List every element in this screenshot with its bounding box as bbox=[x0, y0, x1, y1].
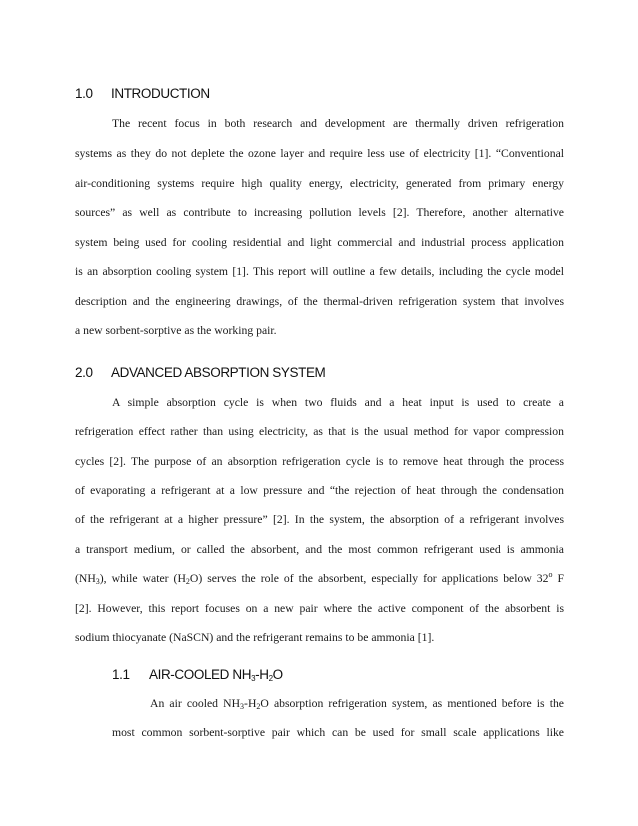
paragraph-line: [2]. However, this report focuses on a new pair where the active component of the absorbent is bbox=[75, 602, 564, 615]
section-number: 2.0 bbox=[75, 365, 93, 380]
text-run: An air cooled NH bbox=[150, 697, 241, 710]
paragraph-line: of evaporating a refrigerant at a low pressure and “the rejection of heat through the condensation bbox=[75, 484, 564, 497]
paragraph-line: systems as they do not deplete the ozone layer and require less use of electricity [1]. “Conventional bbox=[75, 147, 564, 160]
subscript: 2 bbox=[256, 702, 261, 711]
paragraph-line: system being used for cooling residential and light commercial and industrial process application bbox=[75, 236, 564, 249]
paragraph-line: sodium thiocyanate (NaSCN) and the refrigerant remains to be ammonia [1]. bbox=[75, 631, 435, 644]
text-run: O absorption refrigeration system, as mentioned before is the bbox=[260, 697, 564, 710]
subscript: 3 bbox=[251, 674, 256, 683]
superscript: o bbox=[548, 570, 553, 579]
paragraph-line: a transport medium, or called the absorbent, and the most common refrigerant used is ammonia bbox=[75, 543, 564, 556]
subscript: 3 bbox=[95, 577, 100, 586]
subscript: 2 bbox=[185, 577, 190, 586]
subscript: 2 bbox=[268, 674, 273, 683]
paragraph-line: a new sorbent-sorptive as the working pair. bbox=[75, 324, 277, 337]
section-title bbox=[149, 667, 283, 682]
text-run: F bbox=[552, 572, 564, 585]
text-run: ), while water (H bbox=[99, 572, 186, 585]
paragraph-line bbox=[75, 572, 564, 586]
section-number: 1.1 bbox=[112, 667, 130, 682]
section-title: ADVANCED ABSORPTION SYSTEM bbox=[111, 365, 326, 380]
paragraph-line: A simple absorption cycle is when two fluids and a heat input is used to create a bbox=[112, 396, 564, 409]
paragraph-line: most common sorbent-sorptive pair which can be used for small scale applications like bbox=[112, 726, 564, 739]
text-run: O) serves the role of the absorbent, especially for applications below 32 bbox=[189, 572, 549, 585]
paragraph-line: description and the engineering drawings, of the thermal-driven refrigeration system that involves bbox=[75, 295, 564, 308]
paragraph-line: cycles [2]. The purpose of an absorption refrigeration cycle is to remove heat through the process bbox=[75, 455, 564, 468]
title-run: -H bbox=[255, 667, 269, 682]
paragraph-line: of the refrigerant at a higher pressure” [2]. In the system, the absorption of a refrigerant involves bbox=[75, 513, 564, 526]
text-run: -H bbox=[244, 697, 257, 710]
text-run: (NH bbox=[75, 572, 96, 585]
paragraph-line: The recent focus in both research and development are thermally driven refrigeration bbox=[112, 117, 564, 130]
paragraph-line: air-conditioning systems require high quality energy, electricity, generated from primary energy bbox=[75, 177, 564, 190]
title-run: AIR-COOLED NH bbox=[149, 667, 252, 682]
title-run: O bbox=[272, 667, 283, 682]
paragraph-line: is an absorption cooling system [1]. This report will outline a few details, including the cycle model bbox=[75, 265, 564, 278]
paragraph-line: sources” as well as contribute to increasing pollution levels [2]. Therefore, another alternative bbox=[75, 206, 564, 219]
section-number: 1.0 bbox=[75, 86, 93, 101]
paragraph-line bbox=[150, 697, 564, 711]
paragraph-line: refrigeration effect rather than using electricity, as that is the usual method for vapor compression bbox=[75, 425, 564, 438]
section-title: INTRODUCTION bbox=[111, 86, 210, 101]
subscript: 3 bbox=[240, 702, 245, 711]
